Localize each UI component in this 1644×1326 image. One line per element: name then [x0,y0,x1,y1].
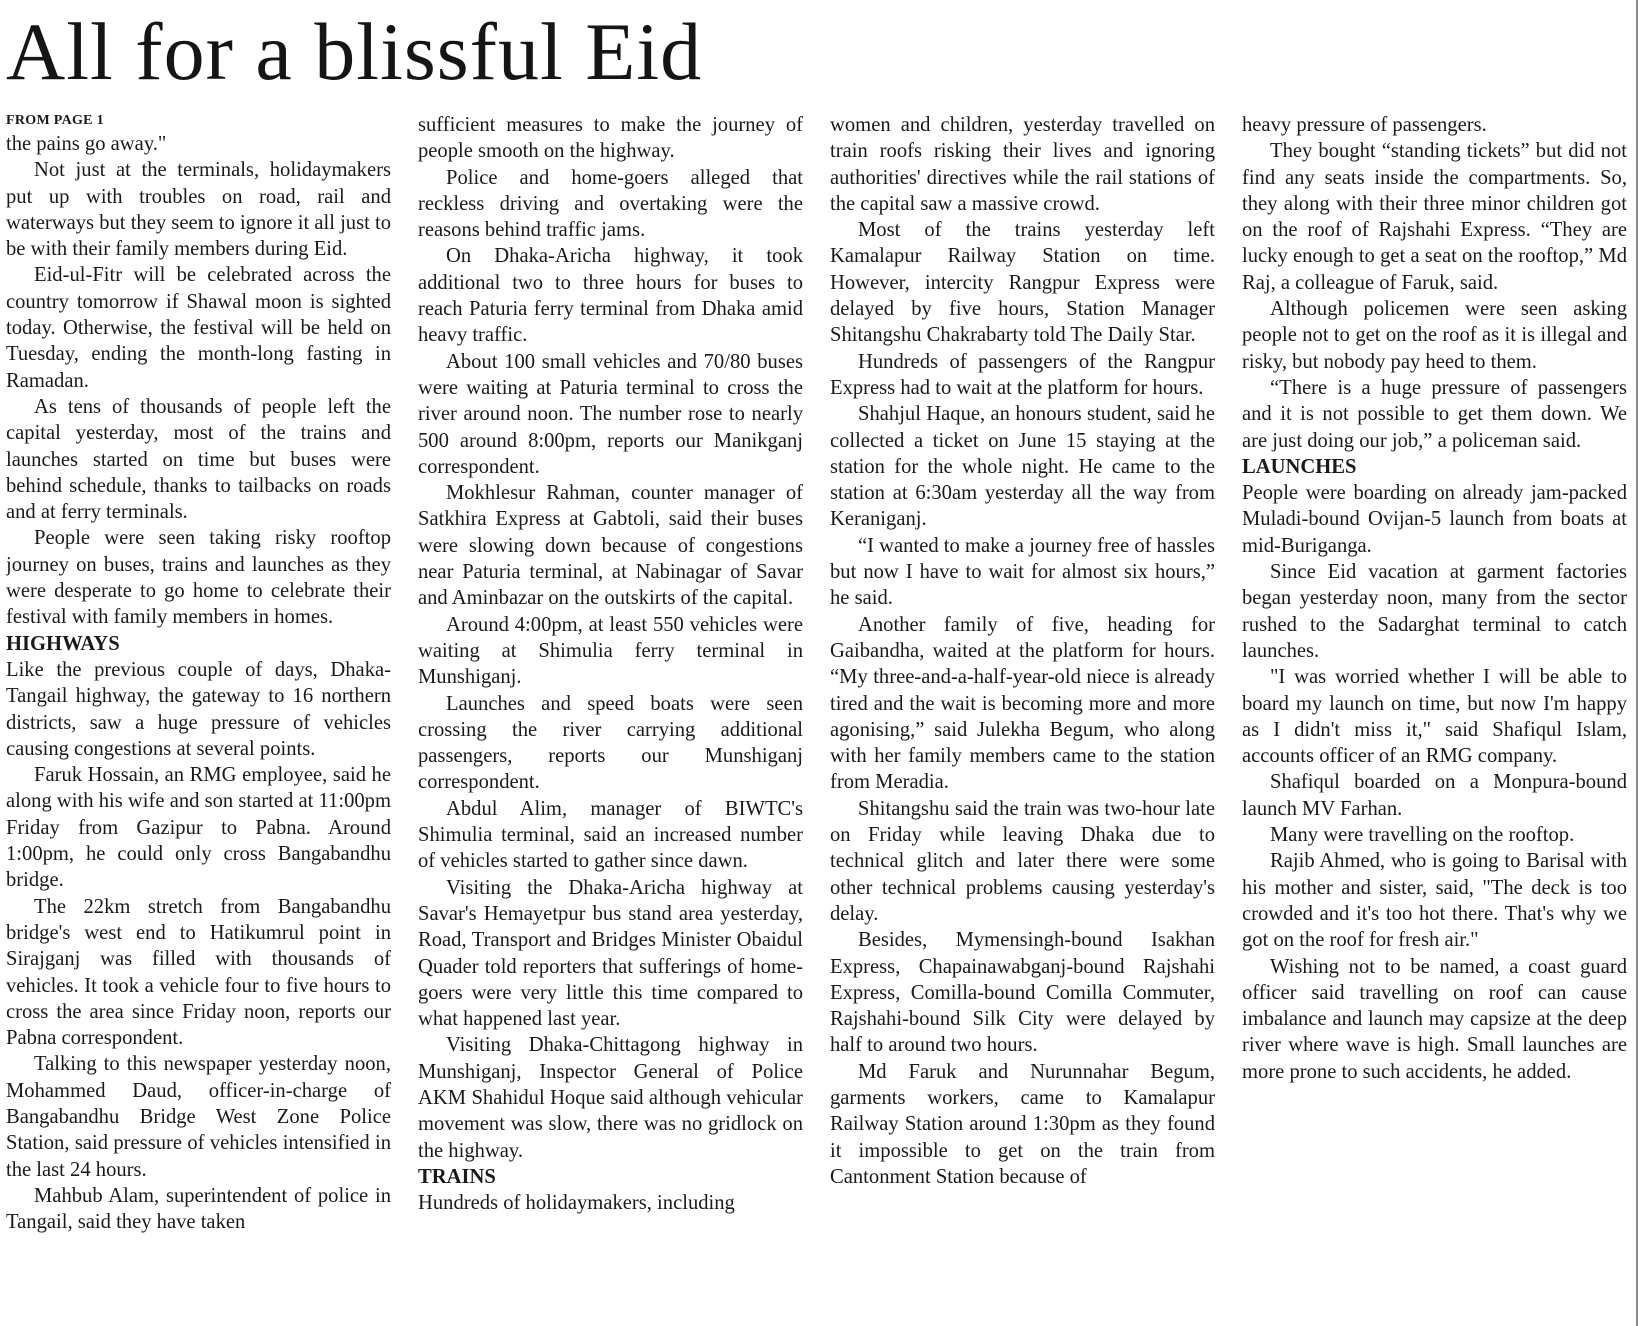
article-paragraph: Another family of five, heading for Gaibandha, waited at the platform for hours. “My three-and-a-half-year-old niece is already tired and the wait is becoming more and more agonising,” said Julekha Begum, who along with her family members came to the station from Meradia. [830,613,1215,794]
article-paragraph: Although policemen were seen asking people not to get on the roof as it is illegal and risky, but nobody pay heed to them. [1242,298,1627,373]
article-paragraph: "I was worried whether I will be able to board my launch on time, but now I'm happy as I didn't miss it," said Shafiqul Islam, accounts officer of an RMG company. [1242,666,1627,768]
from-page-label: FROM PAGE 1 [6,113,104,128]
article-paragraph: Many were travelling on the rooftop. [1270,824,1575,847]
article-paragraph: Police and home-goers alleged that reckless driving and overtaking were the reasons behind traffic jams. [418,166,803,242]
article-paragraph: Eid-ul-Fitr will be celebrated across the country tomorrow if Shawal moon is sighted today. Otherwise, the festival will be held on Tuesday, ending the month-long fasting in Ramadan. [6,264,391,392]
section-subhead: LAUNCHES [1242,455,1357,478]
article-paragraph: Not just at the terminals, holidaymakers put up with troubles on road, rail and waterways but they seem to ignore it all just to be with their family members during Eid. [6,159,391,261]
article-paragraph: People were boarding on already jam-packed Muladi-bound Ovijan-5 launch from boats at mid-Buriganga. [1242,482,1627,557]
article-column-2 [418,112,803,1324]
article-paragraph: Faruk Hossain, an RMG employee, said he along with his wife and son started at 11:00pm Friday from Gazipur to Pabna. Around 1:00pm, he could only cross Bangabandhu bridge. [6,764,391,892]
section-subhead: HIGHWAYS [6,632,120,655]
article-paragraph: The 22km stretch from Bangabandhu bridge's west end to Hatikumrul point in Sirajganj was filled with thousands of vehicles. It took a vehicle four to five hours to cross the area since Friday noon, reports our Pabna correspondent. [6,895,391,1050]
article-paragraph: “I wanted to make a journey free of hassles but now I have to wait for almost six hours,” he said. [830,534,1215,610]
article-paragraph: Besides, Mymensingh-bound Isakhan Express, Chapainawabganj-bound Rajshahi Express, Comilla-bound Comilla Commuter, Rajshahi-bound Silk City were delayed by half to around two hours. [830,929,1215,1057]
article-column-4 [1242,112,1627,1324]
article-column-1 [6,112,391,1324]
article-paragraph: On Dhaka-Aricha highway, it took additional two to three hours for buses to reach Paturia ferry terminal from Dhaka amid heavy traffic. [418,245,803,347]
article-paragraph: They bought “standing tickets” but did not find any seats inside the compartments. So, they along with their three minor children got on the roof of Rajshahi Express. “They are lucky enough to get a seat on the rooftop,” Md Raj, a colleague of Faruk, said. [1242,140,1627,294]
article-paragraph: Shahjul Haque, an honours student, said he collected a ticket on June 15 staying at the station for the whole night. He came to the station at 6:30am yesterday all the way from Keraniganj. [830,403,1215,531]
article-paragraph: Mahbub Alam, superintendent of police in Tangail, said they have taken [6,1184,391,1234]
article-paragraph: Hundreds of passengers of the Rangpur Express had to wait at the platform for hours. [830,350,1215,399]
article-paragraph: Since Eid vacation at garment factories began yesterday noon, many from the sector rushed to the Sadarghat terminal to catch launches. [1242,561,1627,662]
article-paragraph: Rajib Ahmed, who is going to Barisal with his mother and sister, said, "The deck is too crowded and it's too hot there. That's why we got on the roof for fresh air." [1242,850,1627,952]
headline: All for a blissful Eid [6,6,703,97]
article-paragraph: As tens of thousands of people left the capital yesterday, most of the trains and launches started on time but buses were behind schedule, thanks to tailbacks on roads and at ferry terminals. [6,395,391,524]
article-paragraph: Visiting Dhaka-Chittagong highway in Munshiganj, Inspector General of Police AKM Shahidul Hoque said although vehicular movement was slow, there was no gridlock on the highway. [418,1034,803,1162]
article-paragraph: the pains go away." [6,133,167,155]
page-edge-rule [1636,0,1638,1326]
article-paragraph: Like the previous couple of days, Dhaka-Tangail highway, the gateway to 16 northern districts, saw a huge pressure of vehicles causing congestions at several points. [6,658,391,760]
article-paragraph: Hundreds of holidaymakers, including [418,1192,735,1215]
article-paragraph: “There is a huge pressure of passengers and it is not possible to get them down. We are just doing our job,” a policeman said. [1242,376,1627,452]
article-paragraph: Shitangshu said the train was two-hour late on Friday while leaving Dhaka due to technical glitch and later there were some other technical problems causing yesterday's delay. [830,797,1215,925]
article-paragraph: women and children, yesterday travelled on train roofs risking their lives and ignoring authorities' directives while the rail stations of the capital saw a massive crowd. [830,114,1215,215]
article-paragraph: Abdul Alim, manager of BIWTC's Shimulia terminal, said an increased number of vehicles started to gather since dawn. [418,797,803,873]
article-paragraph: People were seen taking risky rooftop journey on buses, trains and launches as they were desperate to go home to celebrate their festival with family members in homes. [6,527,391,629]
article-paragraph: Md Faruk and Nurunnahar Begum, garments workers, came to Kamalapur Railway Station around 1:30pm as they found it impossible to get on the train from Cantonment Station because of [830,1060,1215,1188]
article-paragraph: Around 4:00pm, at least 550 vehicles were waiting at Shimulia ferry terminal in Munshiganj. [418,613,803,689]
article-paragraph: Talking to this newspaper yesterday noon, Mohammed Daud, officer-in-charge of Bangabandhu Bridge West Zone Police Station, said pressure of vehicles intensified in the last 24 hours. [6,1053,391,1181]
article-paragraph: Mokhlesur Rahman, counter manager of Satkhira Express at Gabtoli, said their buses were slowing down because of congestions near Paturia terminal, at Nabinagar of Savar and Aminbazar on the outskirts of the capital. [418,482,803,610]
article-paragraph: About 100 small vehicles and 70/80 buses were waiting at Paturia terminal to cross the river around noon. The number rose to nearly 500 around 8:00pm, reports our Manikganj correspondent. [418,350,803,478]
section-subhead: TRAINS [418,1165,496,1188]
article-paragraph: sufficient measures to make the journey of people smooth on the highway. [418,114,803,163]
article-paragraph: Launches and speed boats were seen crossing the river carrying additional passengers, reports our Munshiganj correspondent. [418,692,803,794]
article-paragraph: Wishing not to be named, a coast guard officer said travelling on roof can cause imbalance and launch may capsize at the deep river where wave is high. Small launches are more prone to such accidents, he added. [1242,955,1627,1083]
article-paragraph: Visiting the Dhaka-Aricha highway at Savar's Hemayetpur bus stand area yesterday, Road, Transport and Bridges Minister Obaidul Quader told reporters that sufferings of home-goers were very little this time compared to what happened last year. [418,876,803,1031]
article-paragraph: heavy pressure of passengers. [1242,114,1487,136]
article-column-3 [830,112,1215,1324]
article-paragraph: Shafiqul boarded on a Monpura-bound launch MV Farhan. [1242,771,1627,820]
article-paragraph: Most of the trains yesterday left Kamalapur Railway Station on time. However, intercity Rangpur Express were delayed by five hours, Station Manager Shitangshu Chakrabarty told The Daily Star. [830,219,1215,347]
